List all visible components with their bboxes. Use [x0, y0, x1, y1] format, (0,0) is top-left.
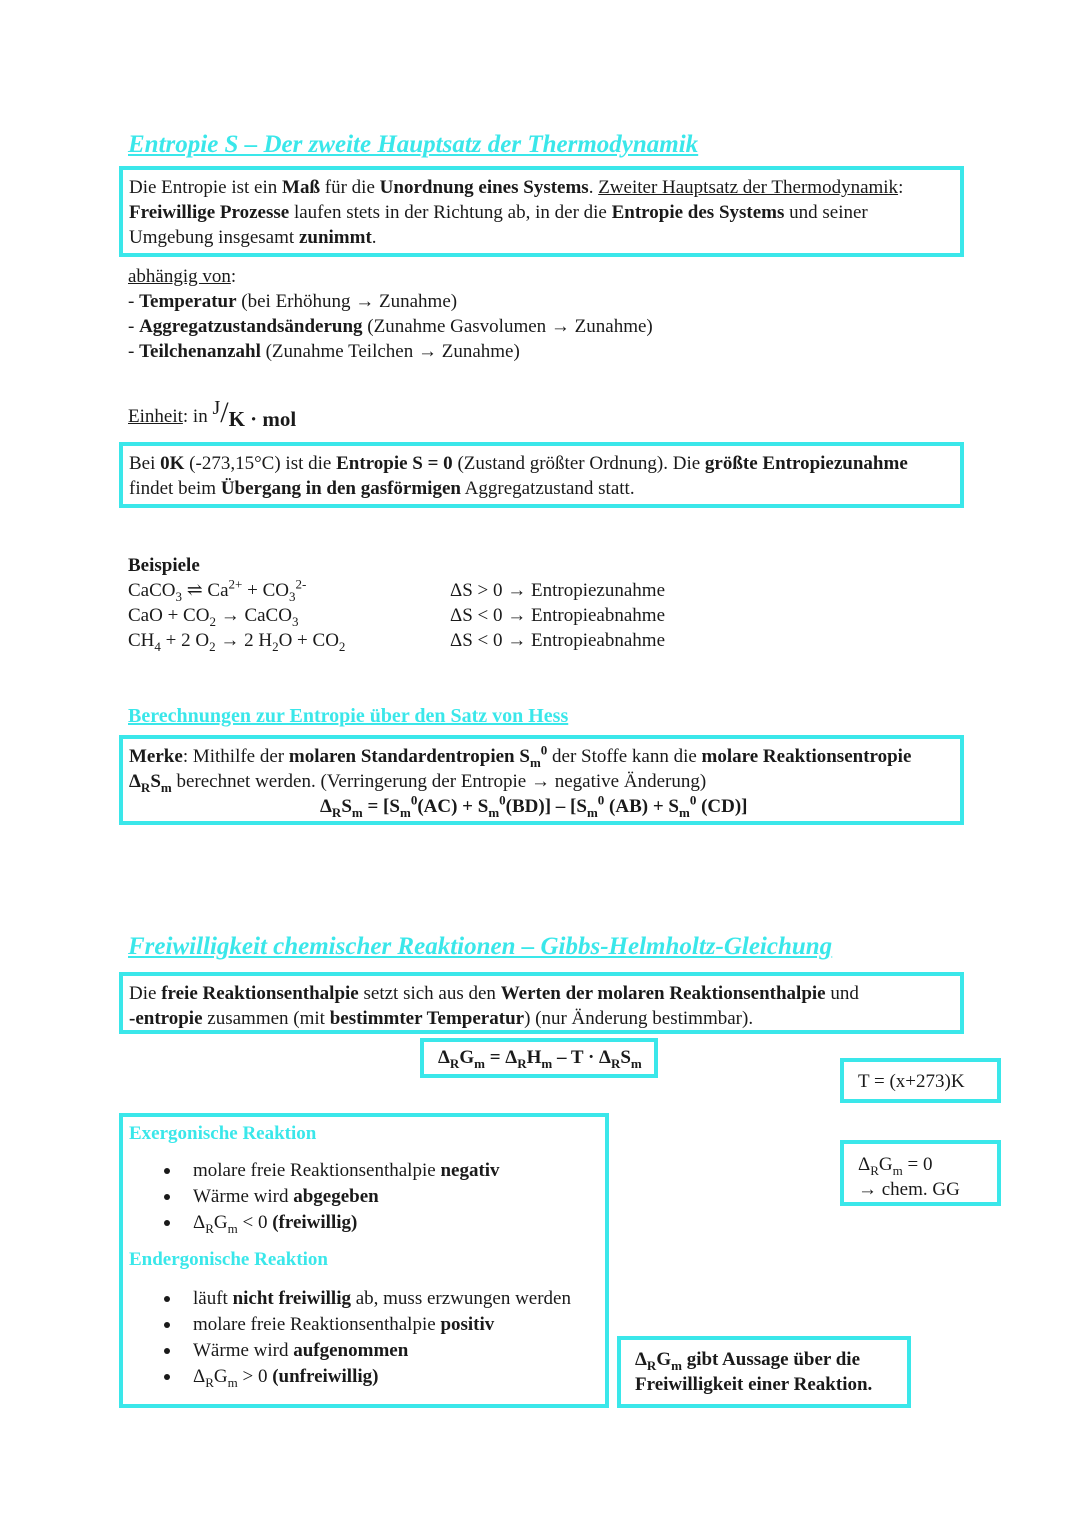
reaction-2: CaO + $CO_2$ → CaCO$_3$ [128, 605, 299, 629]
exergonic-title: Exergonische Reaktion [129, 1123, 317, 1144]
list-item: molare freie Reaktionsenthalpie positiv [193, 1312, 605, 1338]
dependency-list: abhängig von: - Temperatur (bei Erhöhung → Zunahme) - Aggregatzustandsänderung (Zunahme Gasvolumen → Zunahme) - Teilchenanzahl (Zunahme Teilchen → Zunahme) [128, 266, 653, 362]
section-title-hess: Berechnungen zur Entropie über den Satz von Hess [128, 705, 569, 727]
temperature-box: T = (x+273)K [840, 1058, 1001, 1103]
examples-results [450, 578, 665, 653]
hess-formula: $\Delta_RS_m = [S_m^0(AC) + S_m^0(BD)] - [S_m^0$ $(AB) + S_m^0$ (CD)] [320, 792, 748, 820]
text-line: Umgebung insgesamt zunimmt. [129, 227, 377, 248]
result-1: ΔS > 0 → Entropiezunahme [450, 580, 666, 601]
result-2: ΔS < 0 → Entropieabnahme [450, 605, 666, 626]
gibbs-equation-box: $\Delta_RG_m = \Delta_RH_m - T \cdot \Delta_RS_m$ [420, 1038, 658, 1078]
text-line: Freiwillige Prozesse laufen stets in der Richtung ab, in der die Entropie des Systems und seiner [129, 202, 868, 223]
reaction-types-box [119, 1113, 609, 1408]
list-item: Wärme wird abgegeben [193, 1184, 605, 1210]
free-enthalpy-box: Die freie Reaktionsenthalpie setzt sich aus den Werten der molaren Reaktionsenthalpie und -entropie zusammen (mit bestimmter Temperatur) (nur Änderung bestimmbar). [119, 972, 964, 1034]
list-item: läuft nicht freiwillig ab, muss erzwungen werden [193, 1286, 605, 1312]
statement-box: $\Delta_RG_m$ gibt Aussage über die Freiwilligkeit einer Reaktion. [617, 1336, 911, 1408]
reaction-3: $CH_4 + 2$ $O_2 \to 2$ $H_2O + CO_2$ [128, 630, 346, 654]
list-item: - Aggregatzustandsänderung (Zunahme Gasvolumen → Zunahme) [128, 316, 653, 337]
text-line: Die Entropie ist ein Maß für die Unordnung eines Systems. Zweiter Hauptsatz der Thermodynamik: [129, 177, 904, 198]
list-item: - Temperatur (bei Erhöhung → Zunahme) [128, 291, 458, 312]
list-item: - Teilchenanzahl (Zunahme Teilchen → Zunahme) [128, 341, 520, 362]
examples-block [128, 553, 345, 653]
list-item: Wärme wird aufgenommen [193, 1338, 605, 1364]
merke-box: Merke: Mithilfe der molaren Standardentropien $S_m^0$ der Stoffe kann die molare Reaktionsentropie $\Delta_RS_m$ berechnet werden. (Verringerung der Entropie → negative Änderung) $\Delta_RS_m = [S_m^0(AC) + S_m^0(BD)] - [S_m^0$ $(AB) + S_m^0$ (CD)] [119, 735, 964, 825]
result-3: ΔS < 0 → Entropieabnahme [450, 630, 666, 651]
list-item: $\Delta_RG_m > 0$ (unfreiwillig) [193, 1364, 605, 1390]
endergonic-list [129, 1286, 605, 1390]
endergonic-title: Endergonische Reaktion [129, 1249, 328, 1270]
zero-entropy-box: Bei 0K (-273,15°C) ist die Entropie S = 0 (Zustand größter Ordnung). Die größte Entropiezunahme findet beim Übergang in den gasförmigen Aggregatzustand statt. [119, 442, 964, 508]
exergonic-list [129, 1158, 605, 1236]
definition-box-entropy [119, 166, 964, 257]
unit-line: Einheit: in J/K · mol [128, 396, 297, 431]
list-item: $\Delta_RG_m < 0$ (freiwillig) [193, 1210, 605, 1236]
reaction-1: CaCO$_3$ ⇌ $Ca^{2+} + CO_3^{2-}$ [128, 576, 307, 604]
section-title-entropy: Entropie S – Der zweite Hauptsatz der Thermodynamik [128, 131, 699, 158]
examples-title: Beispiele [128, 555, 200, 576]
section-title-gibbs: Freiwilligkeit chemischer Reaktionen – Gibbs-Helmholtz-Gleichung [128, 933, 833, 960]
list-item: molare freie Reaktionsenthalpie negativ [193, 1158, 605, 1184]
equilibrium-box: $\Delta_RG_m = 0$ → chem. GG [840, 1140, 1001, 1206]
